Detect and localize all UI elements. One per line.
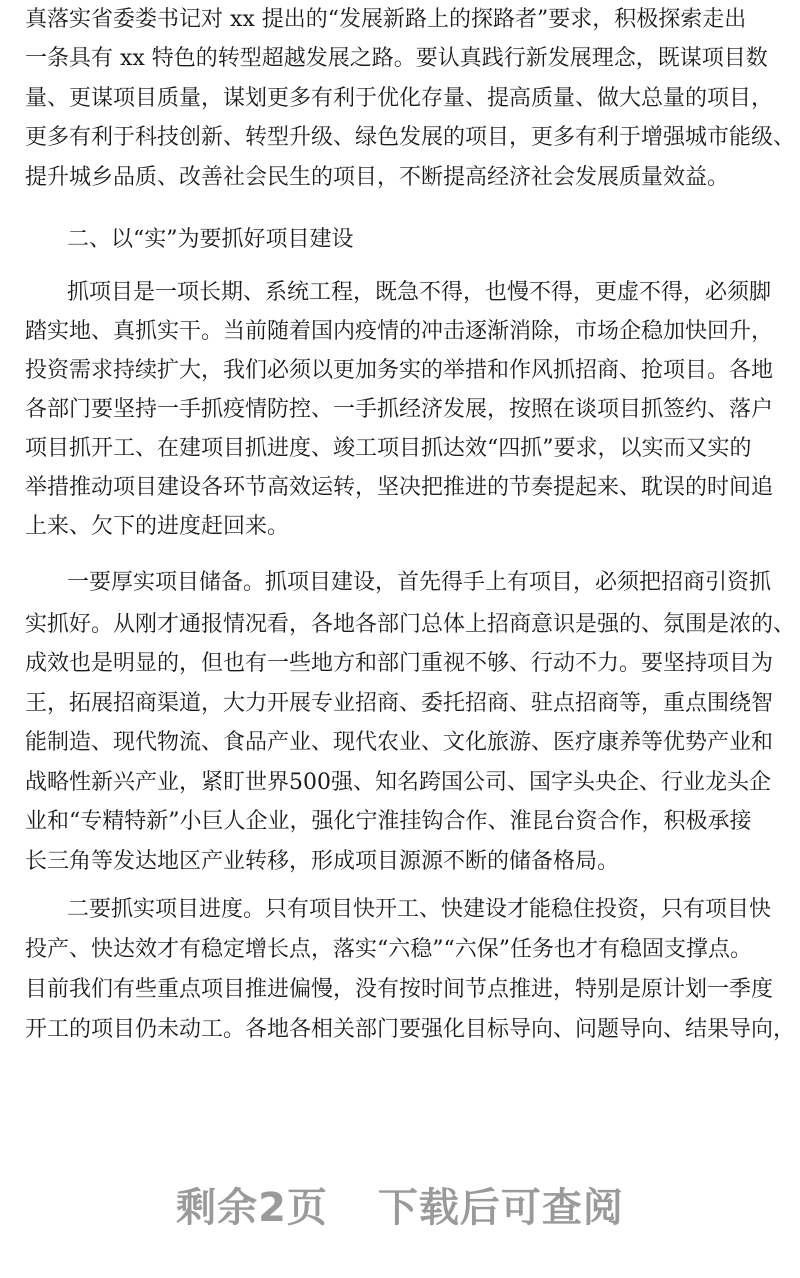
text-line: 王，拓展招商渠道，大力开展专业招商、委托招商、驻点招商等，重点围绕智 bbox=[25, 691, 774, 716]
text-line: 实抓好。从刚才通报情况看，各地各部门总体上招商意识是强的、氛围是浓的、 bbox=[25, 612, 796, 637]
text-line: 长三角等发达地区产业转移，形成项目源源不断的储备格局。 bbox=[25, 849, 620, 874]
text-line: 业和“专精特新”小巨人企业，强化宁淮挂钩合作、淮昆台资合作，积极承接 bbox=[25, 809, 752, 834]
text-line: 项目抓开工、在建项目抓进度、竣工项目抓达效“四抓”要求，以实而又实的 bbox=[25, 436, 752, 461]
text-line: 量、更谋项目质量，谋划更多有利于优化存量、提高质量、做大总量的项目， bbox=[25, 86, 774, 111]
text-line: 踏实地、真抓实干。当前随着国内疫情的冲击逐渐消除，市场企稳加快回升， bbox=[25, 319, 774, 344]
text-line: 一要厚实项目储备。抓项目建设，首先得手上有项目，必须把招商引资抓 bbox=[67, 570, 772, 595]
text-line: 各部门要坚持一手抓疫情防控、一手抓经济发展，按照在谈项目抓签约、落户 bbox=[25, 397, 774, 422]
text-line: 上来、欠下的进度赶回来。 bbox=[25, 514, 290, 539]
download-to-view-label[interactable]: 下载后可查阅 bbox=[377, 1185, 624, 1231]
text-line: 战略性新兴产业，紧盯世界500强、知名跨国公司、国字头央企、行业龙头企 bbox=[25, 770, 771, 795]
text-line: 举措推动项目建设各环节高效运转，坚决把推进的节奏提起来、耽误的时间追 bbox=[25, 475, 774, 500]
section-heading: 二、以“实”为要抓好项目建设 bbox=[67, 227, 354, 252]
text-line: 更多有利于科技创新、转型升级、绿色发展的项目，更多有利于增强城市能级、 bbox=[25, 125, 796, 150]
remaining-pages-label: 剩余2页 bbox=[176, 1185, 328, 1231]
text-line: 抓项目是一项长期、系统工程，既急不得，也慢不得，更虚不得，必须脚 bbox=[67, 280, 772, 305]
text-line: 二要抓实项目进度。只有项目快开工、快建设才能稳住投资，只有项目快 bbox=[67, 897, 772, 922]
text-line: 目前我们有些重点项目推进偏慢，没有按时间节点推进，特别是原计划一季度 bbox=[25, 977, 774, 1002]
text-line: 一条具有 xx 特色的转型超越发展之路。要认真践行新发展理念，既谋项目数 bbox=[25, 46, 768, 71]
text-line: 成效也是明显的，但也有一些地方和部门重视不够、行动不力。要坚持项目为 bbox=[25, 651, 774, 676]
text-line: 能制造、现代物流、食品产业、现代农业、文化旅游、医疗康养等优势产业和 bbox=[25, 730, 774, 755]
text-line: 开工的项目仍未动工。各地各相关部门要强化目标导向、问题导向、结果导向， bbox=[25, 1017, 796, 1042]
text-line: 投资需求持续扩大，我们必须以更加务实的举措和作风抓招商、抢项目。各地 bbox=[25, 358, 774, 383]
download-prompt-banner[interactable] bbox=[0, 1176, 800, 1233]
text-line: 投产、快达效才有稳定增长点，落实“六稳”“六保”任务也才有稳固支撑点。 bbox=[25, 937, 752, 962]
text-line: 提升城乡品质、改善社会民生的项目，不断提高经济社会发展质量效益。 bbox=[25, 165, 730, 190]
text-line: 真落实省委娄书记对 xx 提出的“发展新路上的探路者”要求，积极探索走出 bbox=[25, 7, 747, 32]
